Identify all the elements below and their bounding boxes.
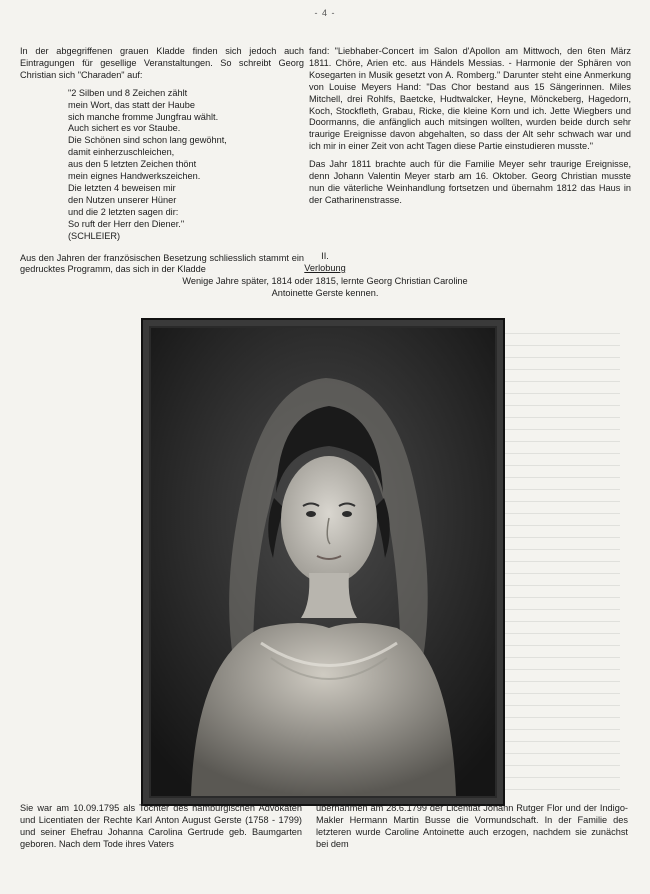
closing-paragraph: Aus den Jahren der französischen Besetzung schliesslich stammt ein gedrucktes Programm, das sich in der Kladde [20, 252, 304, 275]
portrait-image [151, 328, 495, 796]
bottom-right-paragraph: übernahmen am 28.6.1799 der Licentiat Johann Rutger Flor und der Indigo-Makler Hermann Martin Busse die Vormundschaft. In der Familie des letzteren wurde Caroline Antoinette auch erzogen, nachdem sie zunächst bei dem [316, 803, 628, 849]
charade-poem: "2 Silben und 8 Zeichen zählt mein Wort, das statt der Haube sich manche fromme Jungfrau wählt. Auch sichert es vor Staube. Die Schönen sind schon lang gewöhnt, damit einherzuschleichen, aus den 5 letzten Zeichen thönt mein eignes Handwerkszeichen. Die letzten 4 beweisen mir den Nutzen unserer Hüner und die 2 letzten sagen dir: So ruft der Herr den Diener." (SCHLEIER) [68, 87, 227, 241]
bottom-left-paragraph: Sie war am 10.09.1795 als Tochter des hamburgischen Advokaten und Licentiaten der Rechte Karl Anton August Gerste (1758 - 1799) und seiner Ehefrau Johanna Carolina Gertrude geb. Baumgarten geboren. Nach dem Tode ihres Vaters [20, 803, 302, 849]
section-heading [0, 250, 650, 274]
section-number: II. [321, 251, 329, 261]
concert-paragraph: fand: "Liebhaber-Concert im Salon d'Apollon am Mittwoch, den 6ten März 1811. Chöre, Arien etc. aus Händels Messias. - Harmonie der Sphären von Kosegarten in Musik gesetzt von A. Romberg." Darunter steht eine Anmerkung von Louise Meyers Hand: "Das Chor bestand aus 15 Sängerinnen. Miles Mitchell, drei Rohlfs, Baetcke, Hudtwalcker, Heyne, Mönckeberg, Hagedorn, Koch, Stockfleth, Grabau, Ricke, die kleine Korn und ich. Jette Wiegbers und Doormanns, die anfänglich auch mitsingen wollten, wurden beide durch sehr traurige Ereignisse davon abgehalten, so dass der Alt sehr schwach war und ich mir in einer Zeit von acht Tagen diese Partie einstudieren musste." [309, 46, 631, 152]
intro-paragraph: In der abgegriffenen grauen Kladde finden sich jedoch auch Eintragungen für gesellige Veranstaltungen. So schreibt Georg Christian sich "Charaden" auf: [20, 46, 304, 80]
section-intro: Wenige Jahre später, 1814 oder 1815, lernte Georg Christian Caroline Antoinette Gerste kennen. [182, 276, 468, 298]
year-1811-paragraph: Das Jahr 1811 brachte auch für die Familie Meyer sehr traurige Ereignisse, denn Johann Valentin Meyer starb am 16. Oktober. Georg Christian musste nun die väterliche Weinhandlung fortsetzen und übernahm 1812 das Haus in der Catharinenstrasse. [309, 159, 631, 205]
section-title: Verlobung [304, 263, 346, 273]
right-column [309, 46, 631, 213]
left-column [20, 46, 304, 282]
portrait-frame [141, 318, 505, 806]
page-number: - 4 - [314, 8, 336, 18]
